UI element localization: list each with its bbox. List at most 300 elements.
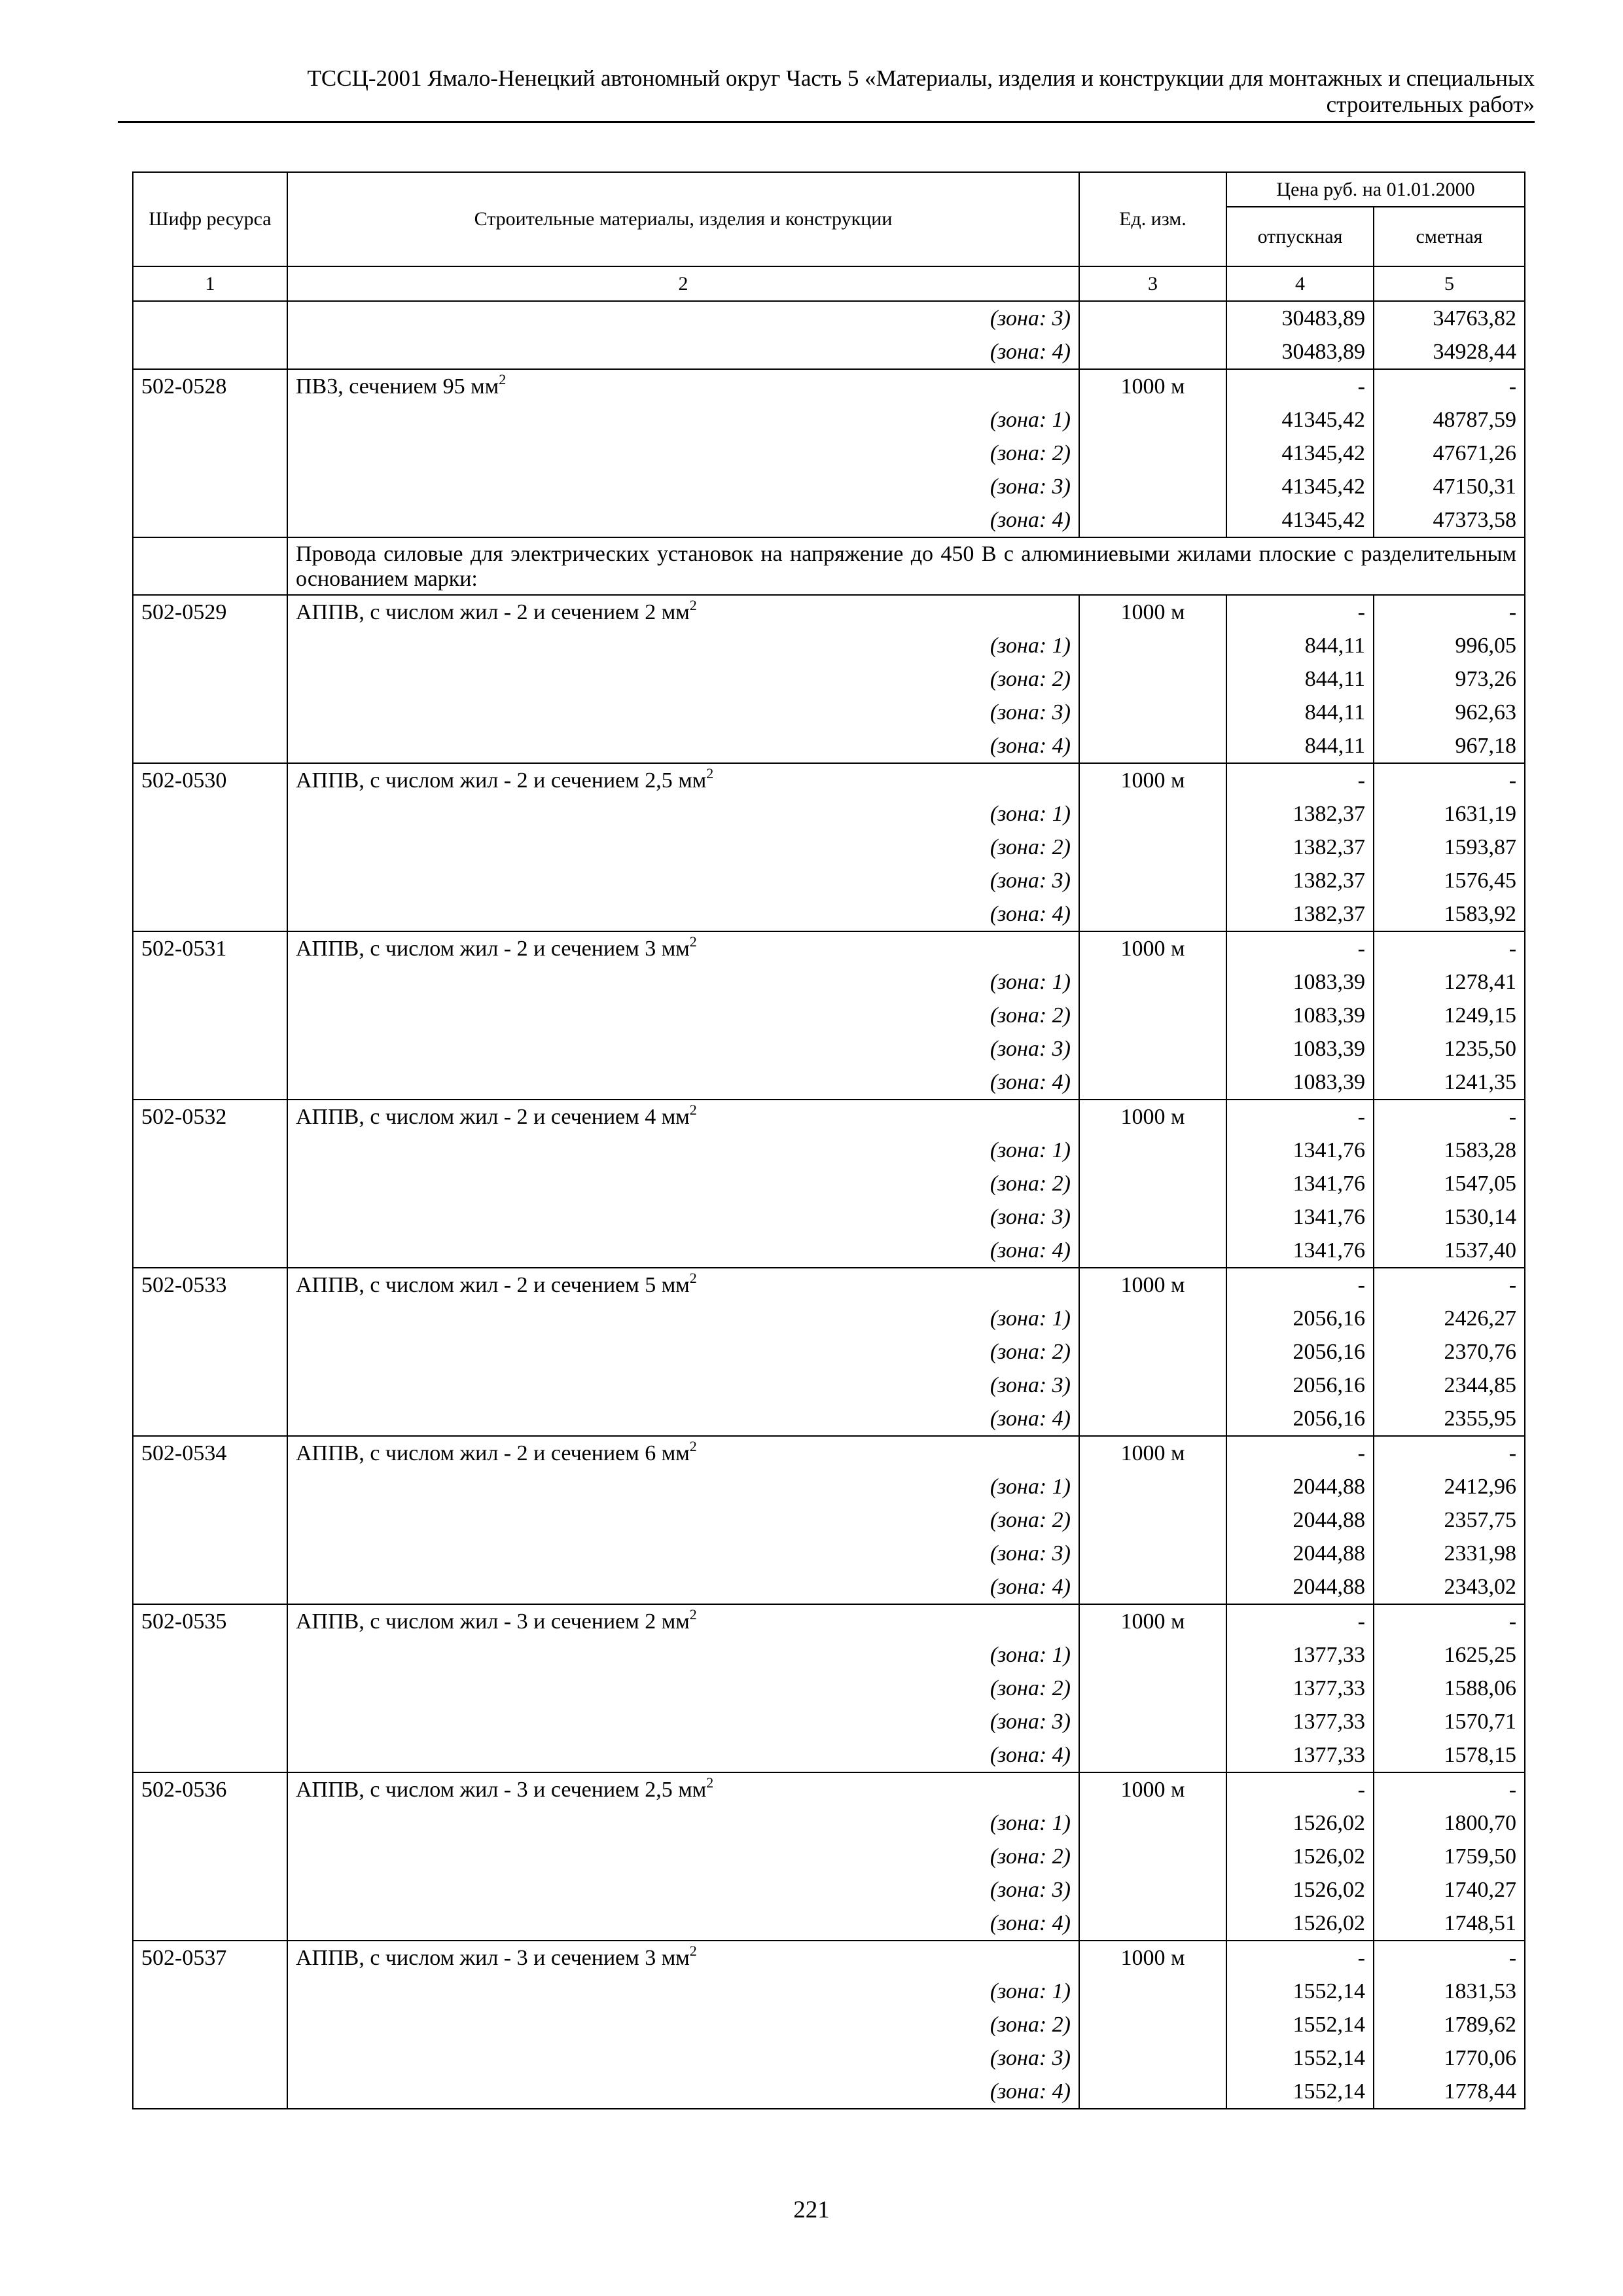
zone-row [133,1907,1525,1941]
zone-label: (зона: 1) [287,1302,1079,1335]
release-price: - [1226,1268,1374,1302]
resource-name [287,1604,1079,1638]
resource-code-cell [133,470,287,503]
zone-row [133,1066,1525,1100]
unit-cell [1079,1470,1226,1503]
estimate-price: 47373,58 [1374,503,1525,537]
estimate-price: 962,63 [1374,696,1525,729]
resource-code-cell [133,1873,287,1907]
release-price: 1526,02 [1226,1907,1374,1941]
resource-name [287,595,1079,629]
estimate-price: - [1374,1772,1525,1806]
zone-label: (зона: 1) [287,965,1079,999]
resource-code-cell [133,965,287,999]
release-price: 844,11 [1226,629,1374,662]
unit-cell [1079,831,1226,864]
zone-row [133,1302,1525,1335]
estimate-price: 1241,35 [1374,1066,1525,1100]
resource-code-cell [133,1200,287,1234]
resource-code-cell [133,1369,287,1402]
zone-row [133,897,1525,931]
zone-label: (зона: 4) [287,335,1079,369]
zone-label: (зона: 3) [287,1873,1079,1907]
unit-cell [1079,1066,1226,1100]
col-header-estimate: сметная [1374,207,1525,266]
release-price: 1083,39 [1226,999,1374,1032]
resource-code: 502-0531 [133,931,287,965]
resource-name-text: ПВ3, сечением 95 мм [296,374,499,399]
resource-code-cell [133,1503,287,1537]
unit-cell [1079,1134,1226,1167]
superscript: 2 [689,1606,697,1623]
estimate-price: - [1374,369,1525,403]
unit-cell [1079,1638,1226,1672]
zone-label: (зона: 3) [287,696,1079,729]
column-number: 3 [1079,266,1226,301]
resource-name-text: АППВ, с числом жил - 3 и сечением 2,5 мм [296,1778,707,1802]
estimate-price: 996,05 [1374,629,1525,662]
resource-code-cell [133,897,287,931]
resource-code-cell [133,999,287,1032]
release-price: 41345,42 [1226,403,1374,437]
zone-label: (зона: 1) [287,1975,1079,2008]
zone-row [133,1840,1525,1873]
resource-code-cell [133,1705,287,1738]
estimate-price: 1800,70 [1374,1806,1525,1840]
col-header-name: Строительные материалы, изделия и конструкции [287,172,1079,266]
unit-cell [1079,2041,1226,2075]
resource-code-cell [133,1806,287,1840]
release-price: - [1226,369,1374,403]
resource-name [287,1772,1079,1806]
release-price: 1382,37 [1226,864,1374,897]
unit-cell [1079,1570,1226,1604]
estimate-price: - [1374,763,1525,797]
resource-code-cell [133,1570,287,1604]
estimate-price: 1537,40 [1374,1234,1525,1268]
release-price: 1377,33 [1226,1672,1374,1705]
release-price: 1552,14 [1226,1975,1374,2008]
zone-label: (зона: 2) [287,999,1079,1032]
release-price: 2056,16 [1226,1369,1374,1402]
superscript: 2 [689,1102,697,1118]
unit-cell [1079,729,1226,763]
resource-code-cell [133,1470,287,1503]
zone-row [133,1402,1525,1436]
zone-label: (зона: 2) [287,831,1079,864]
resource-name [287,1100,1079,1134]
release-price: 2056,16 [1226,1302,1374,1335]
zone-row [133,1134,1525,1167]
zone-label: (зона: 3) [287,864,1079,897]
resource-code-cell [133,2075,287,2109]
resource-code-cell [133,864,287,897]
estimate-price: 1593,87 [1374,831,1525,864]
zone-row [133,729,1525,763]
resource-code-cell [133,1975,287,2008]
resource-code: 502-0533 [133,1268,287,1302]
superscript: 2 [689,933,697,950]
release-price: 1377,33 [1226,1738,1374,1772]
resource-code-cell [133,1402,287,1436]
unit-cell [1079,1537,1226,1570]
estimate-price: 967,18 [1374,729,1525,763]
unit-cell [1079,864,1226,897]
superscript: 2 [689,1438,697,1454]
resource-code: 502-0537 [133,1941,287,1975]
unit-cell [1079,629,1226,662]
zone-label: (зона: 4) [287,1738,1079,1772]
release-price: 1341,76 [1226,1167,1374,1200]
release-price: - [1226,1941,1374,1975]
release-price: 1341,76 [1226,1134,1374,1167]
header-rule [118,121,1535,123]
release-price: 2056,16 [1226,1335,1374,1369]
estimate-price: 47150,31 [1374,470,1525,503]
estimate-price: 48787,59 [1374,403,1525,437]
superscript: 2 [689,597,697,613]
release-price: - [1226,931,1374,965]
zone-label: (зона: 4) [287,897,1079,931]
release-price: 2044,88 [1226,1470,1374,1503]
resource-code-cell [133,335,287,369]
release-price: 30483,89 [1226,335,1374,369]
unit-cell [1079,301,1226,335]
resource-code-cell [133,1907,287,1941]
resource-code: 502-0528 [133,369,287,403]
resource-name-text: АППВ, с числом жил - 2 и сечением 2,5 мм [296,768,707,793]
unit-cell [1079,1907,1226,1941]
release-price: 1083,39 [1226,965,1374,999]
zone-row [133,1200,1525,1234]
resource-code-cell [133,729,287,763]
estimate-price: 2331,98 [1374,1537,1525,1570]
zone-row [133,797,1525,831]
unit-cell: 1000 м [1079,1941,1226,1975]
zone-label: (зона: 1) [287,1470,1079,1503]
header-line-1: ТССЦ-2001 Ямало-Ненецкий автономный округ Часть 5 «Материалы, изделия и конструкции для монтажных и специальных [307,65,1535,91]
zone-row [133,1537,1525,1570]
estimate-price: 34928,44 [1374,335,1525,369]
zone-row [133,662,1525,696]
zone-row [133,1167,1525,1200]
superscript: 2 [499,371,507,387]
unit-cell [1079,1335,1226,1369]
unit-cell [1079,1402,1226,1436]
zone-label: (зона: 4) [287,503,1079,537]
release-price: 2044,88 [1226,1503,1374,1537]
release-price: - [1226,1100,1374,1134]
resource-code-cell [133,1335,287,1369]
estimate-price: - [1374,1941,1525,1975]
header-line-2: строительных работ» [1326,92,1535,117]
estimate-price: 1530,14 [1374,1200,1525,1234]
resource-code: 502-0532 [133,1100,287,1134]
estimate-price: - [1374,1604,1525,1638]
unit-cell [1079,1738,1226,1772]
group-title: Провода силовые для электрических установок на напряжение до 450 В с алюминиевыми жилами плоские с разделительным основанием марки: [287,537,1525,595]
resource-code-cell [133,437,287,470]
resource-name [287,369,1079,403]
estimate-price: 2343,02 [1374,1570,1525,1604]
release-price: - [1226,763,1374,797]
zone-label: (зона: 1) [287,1806,1079,1840]
unit-cell: 1000 м [1079,931,1226,965]
zone-label: (зона: 3) [287,2041,1079,2075]
resource-name-text: АППВ, с числом жил - 2 и сечением 3 мм [296,937,690,961]
estimate-price: 47671,26 [1374,437,1525,470]
zone-row [133,999,1525,1032]
zone-row [133,470,1525,503]
zone-label: (зона: 4) [287,1570,1079,1604]
estimate-price: 1770,06 [1374,2041,1525,2075]
release-price: 1526,02 [1226,1873,1374,1907]
zone-row [133,1975,1525,2008]
release-price: 41345,42 [1226,503,1374,537]
unit-cell: 1000 м [1079,763,1226,797]
zone-label: (зона: 3) [287,1032,1079,1066]
col-header-price: Цена руб. на 01.01.2000 [1226,172,1525,207]
col-header-release: отпускная [1226,207,1374,266]
zone-label: (зона: 2) [287,1167,1079,1200]
resource-row [133,931,1525,965]
zone-label: (зона: 4) [287,2075,1079,2109]
zone-label: (зона: 4) [287,1402,1079,1436]
resource-name-text: АППВ, с числом жил - 3 и сечением 3 мм [296,1946,690,1970]
superscript: 2 [689,1270,697,1286]
unit-cell [1079,437,1226,470]
unit-cell: 1000 м [1079,1436,1226,1470]
unit-cell: 1000 м [1079,1100,1226,1134]
resource-code-cell [133,503,287,537]
resource-code-cell [133,537,287,595]
estimate-price: 1583,28 [1374,1134,1525,1167]
estimate-price: 1583,92 [1374,897,1525,931]
resource-name-text: АППВ, с числом жил - 3 и сечением 2 мм [296,1609,690,1634]
resource-code-cell [133,403,287,437]
group-heading-row [133,537,1525,595]
estimate-price: 1235,50 [1374,1032,1525,1066]
unit-cell [1079,797,1226,831]
zone-row [133,1638,1525,1672]
resource-name [287,1268,1079,1302]
estimate-price: 2344,85 [1374,1369,1525,1402]
release-price: 1526,02 [1226,1840,1374,1873]
resource-name-text: АППВ, с числом жил - 2 и сечением 2 мм [296,600,690,624]
release-price: 1341,76 [1226,1234,1374,1268]
resource-code-cell [133,1066,287,1100]
zone-row [133,2008,1525,2041]
release-price: 1382,37 [1226,797,1374,831]
resource-code-cell [133,1840,287,1873]
release-price: 1083,39 [1226,1066,1374,1100]
resource-code-cell [133,1302,287,1335]
unit-cell [1079,403,1226,437]
estimate-price: 1831,53 [1374,1975,1525,2008]
zone-row [133,1738,1525,1772]
estimate-price: 1588,06 [1374,1672,1525,1705]
resource-code: 502-0535 [133,1604,287,1638]
release-price: 844,11 [1226,662,1374,696]
col-header-unit: Ед. изм. [1079,172,1226,266]
zone-row [133,335,1525,369]
estimate-price: 2355,95 [1374,1402,1525,1436]
resource-code-cell [133,1638,287,1672]
release-price: 1552,14 [1226,2075,1374,2109]
zone-row [133,1234,1525,1268]
zone-label: (зона: 2) [287,1335,1079,1369]
estimate-price: - [1374,931,1525,965]
estimate-price: 1278,41 [1374,965,1525,999]
estimate-price: 1578,15 [1374,1738,1525,1772]
zone-label: (зона: 3) [287,1705,1079,1738]
release-price: - [1226,1604,1374,1638]
zone-row [133,503,1525,537]
zone-row [133,1873,1525,1907]
release-price: 1377,33 [1226,1705,1374,1738]
zone-row [133,1335,1525,1369]
unit-cell [1079,1873,1226,1907]
estimate-price: 2357,75 [1374,1503,1525,1537]
release-price: 2056,16 [1226,1402,1374,1436]
estimate-price: - [1374,1100,1525,1134]
page-number: 221 [793,2197,830,2223]
zone-label: (зона: 2) [287,662,1079,696]
resource-code-cell [133,1672,287,1705]
estimate-price: 1249,15 [1374,999,1525,1032]
release-price: 41345,42 [1226,437,1374,470]
col-header-code: Шифр ресурса [133,172,287,266]
resource-code-cell [133,629,287,662]
unit-cell: 1000 м [1079,369,1226,403]
release-price: 2044,88 [1226,1537,1374,1570]
resource-code: 502-0530 [133,763,287,797]
release-price: 41345,42 [1226,470,1374,503]
zone-label: (зона: 2) [287,437,1079,470]
estimate-price: 1740,27 [1374,1873,1525,1907]
resource-code-cell [133,2008,287,2041]
zone-label: (зона: 1) [287,797,1079,831]
estimate-price: 1748,51 [1374,1907,1525,1941]
resource-name [287,931,1079,965]
zone-row [133,1032,1525,1066]
unit-cell [1079,503,1226,537]
unit-cell: 1000 м [1079,595,1226,629]
release-price: 1382,37 [1226,897,1374,931]
superscript: 2 [689,1943,697,1959]
zone-label: (зона: 1) [287,1638,1079,1672]
estimate-price: - [1374,595,1525,629]
estimate-price: 1759,50 [1374,1840,1525,1873]
zone-row [133,696,1525,729]
table-header-row [133,172,1525,207]
unit-cell [1079,1672,1226,1705]
estimate-price: 1631,19 [1374,797,1525,831]
estimate-price: 2370,76 [1374,1335,1525,1369]
resource-code-cell [133,2041,287,2075]
resource-code-cell [133,1167,287,1200]
resource-row [133,1436,1525,1470]
release-price: 1552,14 [1226,2041,1374,2075]
release-price: - [1226,595,1374,629]
release-price: - [1226,1772,1374,1806]
superscript: 2 [706,765,714,781]
unit-cell [1079,696,1226,729]
zone-row [133,831,1525,864]
resource-row [133,1772,1525,1806]
resource-name-text: АППВ, с числом жил - 2 и сечением 6 мм [296,1441,690,1465]
unit-cell [1079,1234,1226,1268]
resource-code: 502-0536 [133,1772,287,1806]
resource-code-cell [133,662,287,696]
unit-cell [1079,2075,1226,2109]
release-price: 844,11 [1226,729,1374,763]
resource-code-cell [133,1032,287,1066]
resource-name [287,1941,1079,1975]
resource-row [133,1941,1525,1975]
release-price: 1382,37 [1226,831,1374,864]
resource-code-cell [133,831,287,864]
zone-label: (зона: 3) [287,1537,1079,1570]
column-number: 1 [133,266,287,301]
zone-label: (зона: 2) [287,1503,1079,1537]
zone-label: (зона: 4) [287,729,1079,763]
resource-row [133,1604,1525,1638]
estimate-price: - [1374,1436,1525,1470]
zone-row [133,2075,1525,2109]
resource-code-cell [133,1537,287,1570]
resource-code-cell [133,1234,287,1268]
estimate-price: 1778,44 [1374,2075,1525,2109]
estimate-price: 1625,25 [1374,1638,1525,1672]
superscript: 2 [706,1774,714,1791]
zone-label: (зона: 3) [287,1200,1079,1234]
resource-row [133,369,1525,403]
resource-row [133,763,1525,797]
unit-cell [1079,1032,1226,1066]
zone-row [133,403,1525,437]
unit-cell [1079,1302,1226,1335]
estimate-price: 1547,05 [1374,1167,1525,1200]
resource-name [287,1436,1079,1470]
unit-cell: 1000 м [1079,1604,1226,1638]
resource-name [287,763,1079,797]
estimate-price: 1576,45 [1374,864,1525,897]
resource-code-cell [133,301,287,335]
release-price: 30483,89 [1226,301,1374,335]
unit-cell [1079,1503,1226,1537]
unit-cell [1079,999,1226,1032]
unit-cell [1079,965,1226,999]
column-number: 2 [287,266,1079,301]
estimate-price: 1570,71 [1374,1705,1525,1738]
resource-code: 502-0529 [133,595,287,629]
release-price: 1083,39 [1226,1032,1374,1066]
column-number: 4 [1226,266,1374,301]
unit-cell [1079,2008,1226,2041]
zone-label: (зона: 2) [287,1840,1079,1873]
unit-cell: 1000 м [1079,1772,1226,1806]
zone-row [133,301,1525,335]
column-number: 5 [1374,266,1525,301]
zone-label: (зона: 3) [287,301,1079,335]
estimate-price: 34763,82 [1374,301,1525,335]
zone-row [133,1470,1525,1503]
resource-code-cell [133,1134,287,1167]
unit-cell [1079,1840,1226,1873]
zone-label: (зона: 1) [287,629,1079,662]
estimate-price: 2412,96 [1374,1470,1525,1503]
